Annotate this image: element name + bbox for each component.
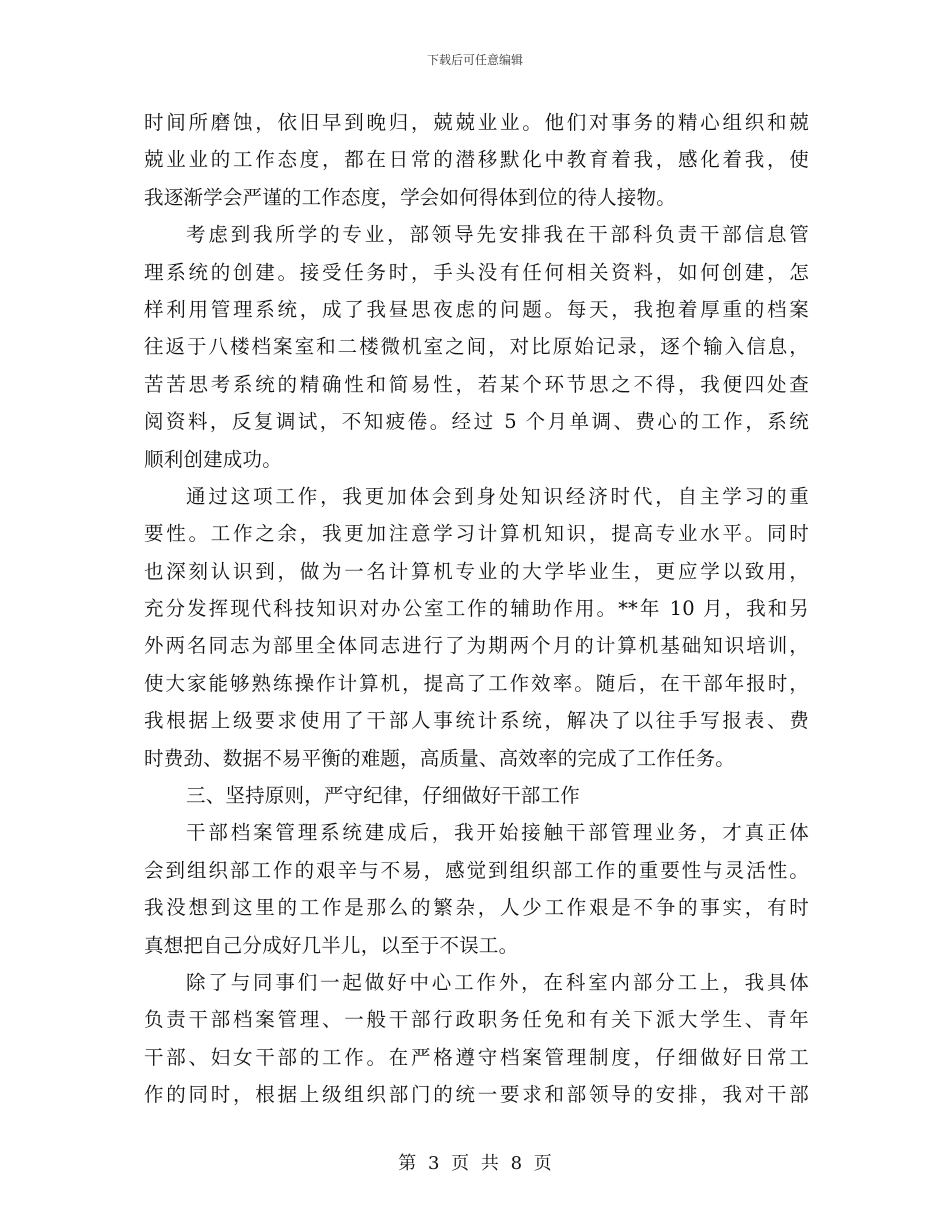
- paragraph: [144, 216, 809, 478]
- text-line: 考虑到我所学的专业，部领导先安排我在干部科负责干部信息管: [186, 223, 809, 247]
- paragraph: [144, 814, 809, 964]
- section-heading: [144, 777, 809, 814]
- page-header: 下载后可任意编辑: [426, 53, 523, 67]
- text-line: 也深刻认识到，做为一名计算机专业的大学毕业生，更应学以致用，: [144, 559, 809, 583]
- text-line: 干部档案管理系统建成后，我开始接触干部管理业务，才真正体: [186, 821, 809, 845]
- paragraph: [144, 104, 809, 216]
- text-line: 除了与同事们一起做好中心工作外，在科室内部分工上，我具体: [186, 970, 809, 994]
- text-line: 样利用管理系统，成了我昼思夜虑的问题。每天，我抱着厚重的档案: [144, 297, 809, 321]
- text-line: 通过这项工作，我更加体会到身处知识经济时代，自主学习的重: [186, 484, 809, 508]
- text-line: 会到组织部工作的艰辛与不易，感觉到组织部工作的重要性与灵活性。: [144, 858, 809, 882]
- text-line: 充分发挥现代科技知识对办公室工作的辅助作用。**年 10 月，我和另: [144, 597, 809, 621]
- text-line: 我逐渐学会严谨的工作态度，学会如何得体到位的待人接物。: [144, 185, 676, 209]
- text-line: 外两名同志为部里全体同志进行了为期两个月的计算机基础知识培训，: [144, 634, 809, 658]
- paragraph: [144, 478, 809, 777]
- text-line: 理系统的创建。接受任务时，手头没有任何相关资料，如何创建，怎: [144, 260, 809, 284]
- paragraph: [144, 964, 809, 1114]
- text-line: 我没想到这里的工作是那么的繁杂，人少工作艰是不争的事实，有时: [144, 896, 809, 920]
- text-line: 负责干部档案管理、一般干部行政职务任免和有关下派大学生、青年: [144, 1008, 809, 1032]
- text-line: 苦苦思考系统的精确性和简易性，若某个环节思之不得，我便四处查: [144, 372, 809, 396]
- text-line: 时间所磨蚀，依旧早到晚归，兢兢业业。他们对事务的精心组织和兢: [144, 111, 809, 134]
- text-line: 阅资料，反复调试，不知疲倦。经过 5 个月单调、费心的工作，系统: [144, 410, 809, 434]
- text-line: 往返于八楼档案室和二楼微机室之间，对比原始记录，逐个输入信息，: [144, 335, 809, 359]
- text-line: 兢业业的工作态度，都在日常的潜移默化中教育着我，感化着我，使: [144, 148, 809, 172]
- text-line: 使大家能够熟练操作计算机，提高了工作效率。随后，在干部年报时，: [144, 671, 809, 695]
- section-heading-text: 三、坚持原则，严守纪律，仔细做好干部工作: [186, 784, 581, 808]
- text-line: 我根据上级要求使用了干部人事统计系统，解决了以往手写报表、费: [144, 709, 809, 733]
- text-line: 真想把自己分成好几半儿，以至于不误工。: [144, 933, 519, 957]
- page-footer: 第 3 页 共 8 页: [398, 1153, 552, 1174]
- text-line: 要性。工作之余，我更加注意学习计算机知识，提高专业水平。同时: [144, 522, 809, 546]
- document-body: [144, 104, 809, 1114]
- text-line: 干部、妇女干部的工作。在严格遵守档案管理制度，仔细做好日常工: [144, 1045, 809, 1069]
- text-line: 时费劲、数据不易平衡的难题，高质量、高效率的完成了工作任务。: [144, 746, 736, 770]
- text-line: 顺利创建成功。: [144, 447, 282, 471]
- text-line: 作的同时，根据上级组织部门的统一要求和部领导的安排，我对干部: [144, 1083, 809, 1107]
